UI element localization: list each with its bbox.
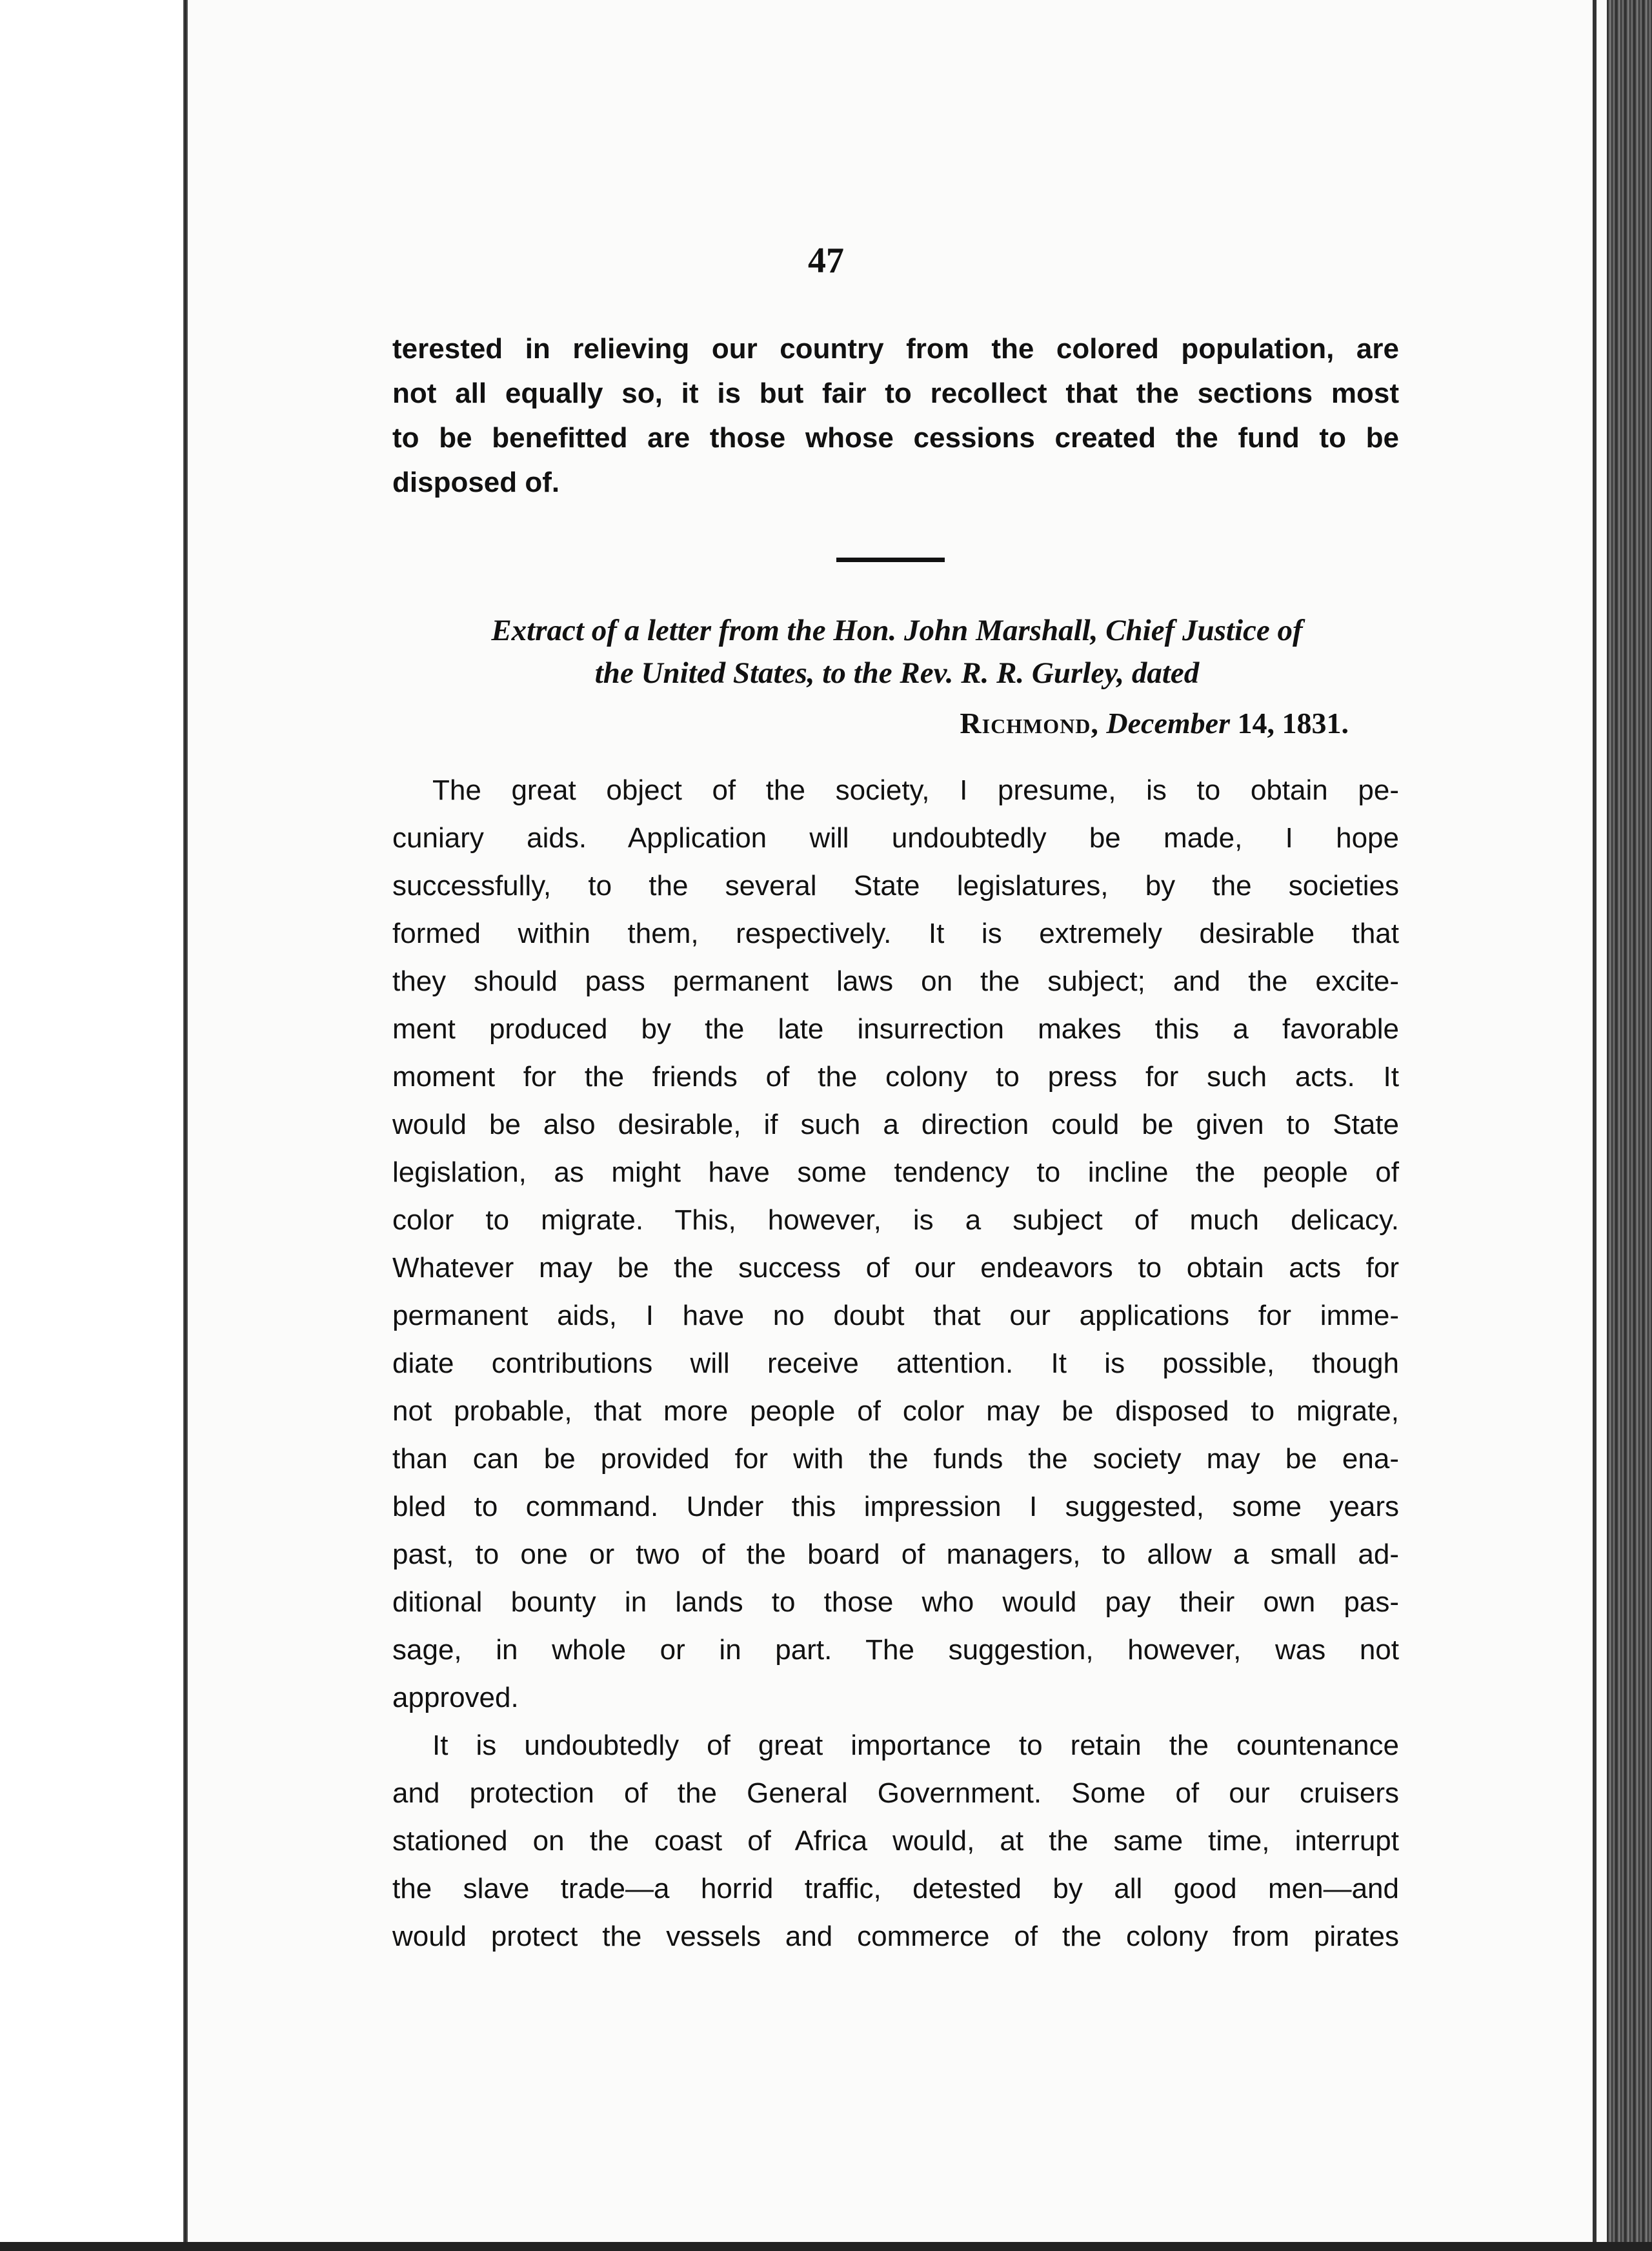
text-line: The great object of the society, I presume, is to obtain pe- — [432, 774, 1399, 806]
text-line: would protect the vessels and commerce of the colony from pirates — [392, 1921, 1399, 1952]
text-line: legislation, as might have some tendency to incline the people of — [392, 1156, 1399, 1188]
text-line: moment for the friends of the colony to press for such acts. It — [392, 1061, 1399, 1093]
bottom-edge — [0, 2242, 1652, 2251]
page-number: 47 — [808, 241, 844, 281]
text-line: than can be provided for with the funds the society may be ena- — [392, 1443, 1399, 1475]
heading-line: Extract of a letter from the Hon. John Marshall, Chief Justice of — [491, 614, 1303, 647]
text-line: the slave trade—a horrid traffic, detested by all good men—and — [392, 1873, 1399, 1904]
text-line: color to migrate. This, however, is a subject of much delicacy. — [392, 1204, 1399, 1236]
binding-edge — [183, 0, 188, 2251]
text-line: to be benefitted are those whose cessions created the fund to be — [392, 422, 1399, 454]
letter-body — [392, 767, 1399, 1961]
text-line: they should pass permanent laws on the subject; and the excite- — [392, 965, 1399, 997]
text-line: diate contributions will receive attention. It is possible, though — [392, 1348, 1399, 1379]
section-divider — [836, 558, 945, 562]
text-line: not all equally so, it is but fair to recollect that the sections most — [392, 378, 1399, 409]
text-line: Whatever may be the success of our endeavors to obtain acts for — [392, 1252, 1399, 1284]
text-line: successfully, to the several State legislatures, by the societies — [392, 870, 1399, 902]
text-line: cuniary aids. Application will undoubtedly be made, I hope — [392, 822, 1399, 854]
text-line: permanent aids, I have no doubt that our applications for imme- — [392, 1300, 1399, 1331]
text-line: stationed on the coast of Africa would, at the same time, interrupt — [392, 1825, 1399, 1857]
letter-heading — [387, 609, 1407, 694]
dateline-month: December — [1106, 707, 1230, 740]
text-line: approved. — [392, 1682, 519, 1713]
text-line: ditional bounty in lands to those who would pay their own pas- — [392, 1586, 1399, 1618]
left-margin — [0, 0, 183, 2251]
paragraph-2 — [392, 1722, 1399, 1961]
text-line: ment produced by the late insurrection makes this a favorable — [392, 1013, 1399, 1045]
text-line: and protection of the General Government. Some of our cruisers — [392, 1777, 1399, 1809]
text-line: past, to one or two of the board of managers, to allow a small ad- — [392, 1539, 1399, 1570]
book-edge — [1607, 0, 1652, 2251]
text-line: terested in relieving our country from the colored population, are — [392, 333, 1399, 365]
dateline-place: Richmond, — [960, 707, 1099, 740]
page-edge-line — [1593, 0, 1597, 2251]
text-line: disposed of. — [392, 467, 560, 498]
text-line: would be also desirable, if such a direction could be given to State — [392, 1109, 1399, 1140]
text-line: formed within them, respectively. It is extremely desirable that — [392, 918, 1399, 949]
text-line: not probable, that more people of color may be disposed to migrate, — [392, 1395, 1399, 1427]
dateline-date: 14, 1831. — [1237, 707, 1349, 740]
text-line: sage, in whole or in part. The suggestion, however, was not — [392, 1634, 1399, 1666]
heading-line: the United States, to the Rev. R. R. Gurley, dated — [594, 656, 1200, 690]
dateline — [960, 706, 1349, 740]
continuation-paragraph — [392, 327, 1399, 505]
text-line: It is undoubtedly of great importance to retain the countenance — [432, 1730, 1399, 1761]
text-line: bled to command. Under this impression I suggested, some years — [392, 1491, 1399, 1522]
paragraph-1 — [392, 767, 1399, 1722]
